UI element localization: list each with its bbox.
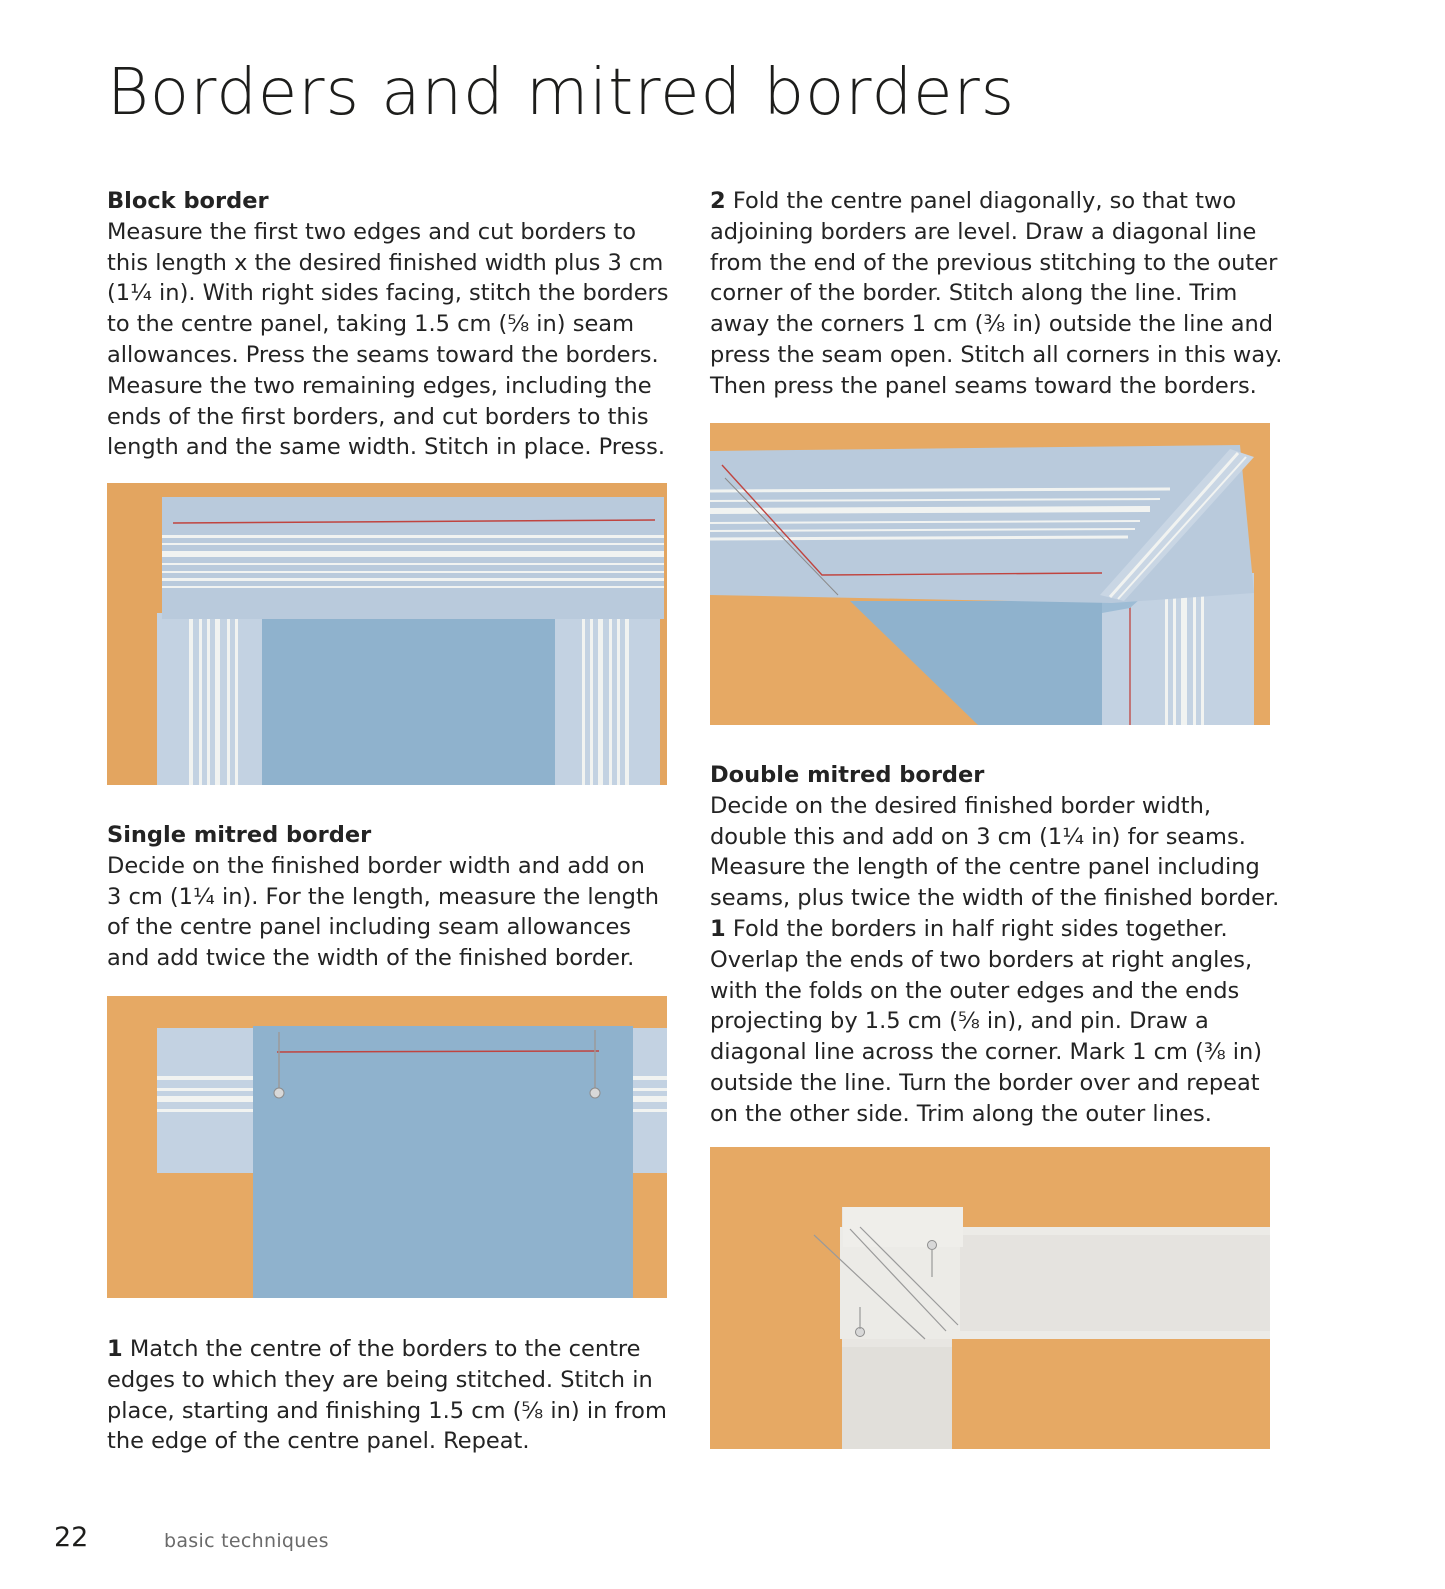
single-mitred-step2-text (710, 186, 1310, 402)
block-border-photo (107, 483, 667, 785)
text-line: Measure the first two edges and cut borders to (107, 218, 637, 245)
text-line: press the seam open. Stitch all corners in this way. (710, 341, 1283, 368)
text-line: projecting by 1.5 cm (⅝ in), and pin. Draw a (710, 1008, 1209, 1035)
text-line: allowances. Press the seams toward the borders. (107, 341, 659, 368)
section-name: basic techniques (164, 1530, 329, 1552)
text-line: Measure the length of the centre panel including (710, 854, 1260, 881)
double-mitred-heading: Double mitred border (710, 762, 985, 788)
text-line: ends of the first borders, and cut borders to this (107, 403, 649, 430)
text-line: on the other side. Trim along the outer lines. (710, 1100, 1212, 1127)
single-mitred-heading: Single mitred border (107, 822, 372, 848)
text-line: the edge of the centre panel. Repeat. (107, 1428, 530, 1455)
text-line: length and the same width. Stitch in place. Press. (107, 434, 666, 461)
text-line (107, 1334, 677, 1365)
text-line: Then press the panel seams toward the borders. (710, 372, 1257, 399)
double-mitred-illustration (710, 1147, 1270, 1449)
double-mitred-text (710, 760, 1310, 1130)
text-line: double this and add on 3 cm (1¼ in) for seams. (710, 823, 1246, 850)
single-mitred-text (107, 820, 677, 974)
text-line: corner of the border. Stitch along the line. Trim (710, 280, 1238, 307)
text-line: adjoining borders are level. Draw a diagonal line (710, 218, 1257, 245)
single-mitred-step1-photo (107, 996, 667, 1298)
text-line: Measure the two remaining edges, including the (107, 372, 652, 399)
step-first-line: Fold the borders in half right sides together. (732, 915, 1228, 942)
text-line: from the end of the previous stitching to the outer (710, 249, 1278, 276)
text-line: diagonal line across the corner. Mark 1 cm (⅜ in) (710, 1039, 1263, 1066)
single-mitred-step1-illustration (107, 996, 667, 1298)
step-number: 1 (107, 1336, 123, 1362)
text-line: 3 cm (1¼ in). For the length, measure the length (107, 883, 660, 910)
text-line: place, starting and finishing 1.5 cm (⅝ in) in from (107, 1397, 667, 1424)
step-first-line: Match the centre of the borders to the centre (129, 1336, 641, 1362)
text-line: (1¼ in). With right sides facing, stitch the borders (107, 280, 669, 307)
text-line: Decide on the desired finished border width, (710, 792, 1211, 819)
text-line: to the centre panel, taking 1.5 cm (⅝ in) seam (107, 311, 635, 338)
text-line (710, 914, 1310, 945)
text-line: edges to which they are being stitched. Stitch in (107, 1366, 653, 1393)
single-mitred-step1-text (107, 1334, 677, 1457)
text-line: this length x the desired finished width plus 3 cm (107, 249, 664, 276)
text-line (710, 186, 1310, 217)
step-first-line: Fold the centre panel diagonally, so that two (732, 188, 1237, 214)
text-line: Overlap the ends of two borders at right angles, (710, 946, 1253, 973)
text-line: outside the line. Turn the border over and repeat (710, 1069, 1260, 1096)
block-border-heading: Block border (107, 188, 269, 214)
page-number: 22 (54, 1522, 89, 1553)
text-line: Decide on the finished border width and add on (107, 852, 645, 879)
page-title: Borders and mitred borders (107, 56, 1016, 130)
single-mitred-step2-photo (710, 423, 1270, 725)
block-border-text (107, 186, 677, 463)
text-line: with the folds on the outer edges and the ends (710, 977, 1240, 1004)
single-mitred-step2-illustration (710, 423, 1270, 725)
step-number: 1 (710, 915, 726, 942)
step-number: 2 (710, 188, 726, 214)
text-line: away the corners 1 cm (⅜ in) outside the line and (710, 311, 1274, 338)
text-line: of the centre panel including seam allowances (107, 914, 632, 941)
double-mitred-photo (710, 1147, 1270, 1449)
text-line: seams, plus twice the width of the finished border. (710, 885, 1280, 912)
block-border-illustration (107, 483, 667, 785)
text-line: and add twice the width of the finished border. (107, 945, 635, 972)
